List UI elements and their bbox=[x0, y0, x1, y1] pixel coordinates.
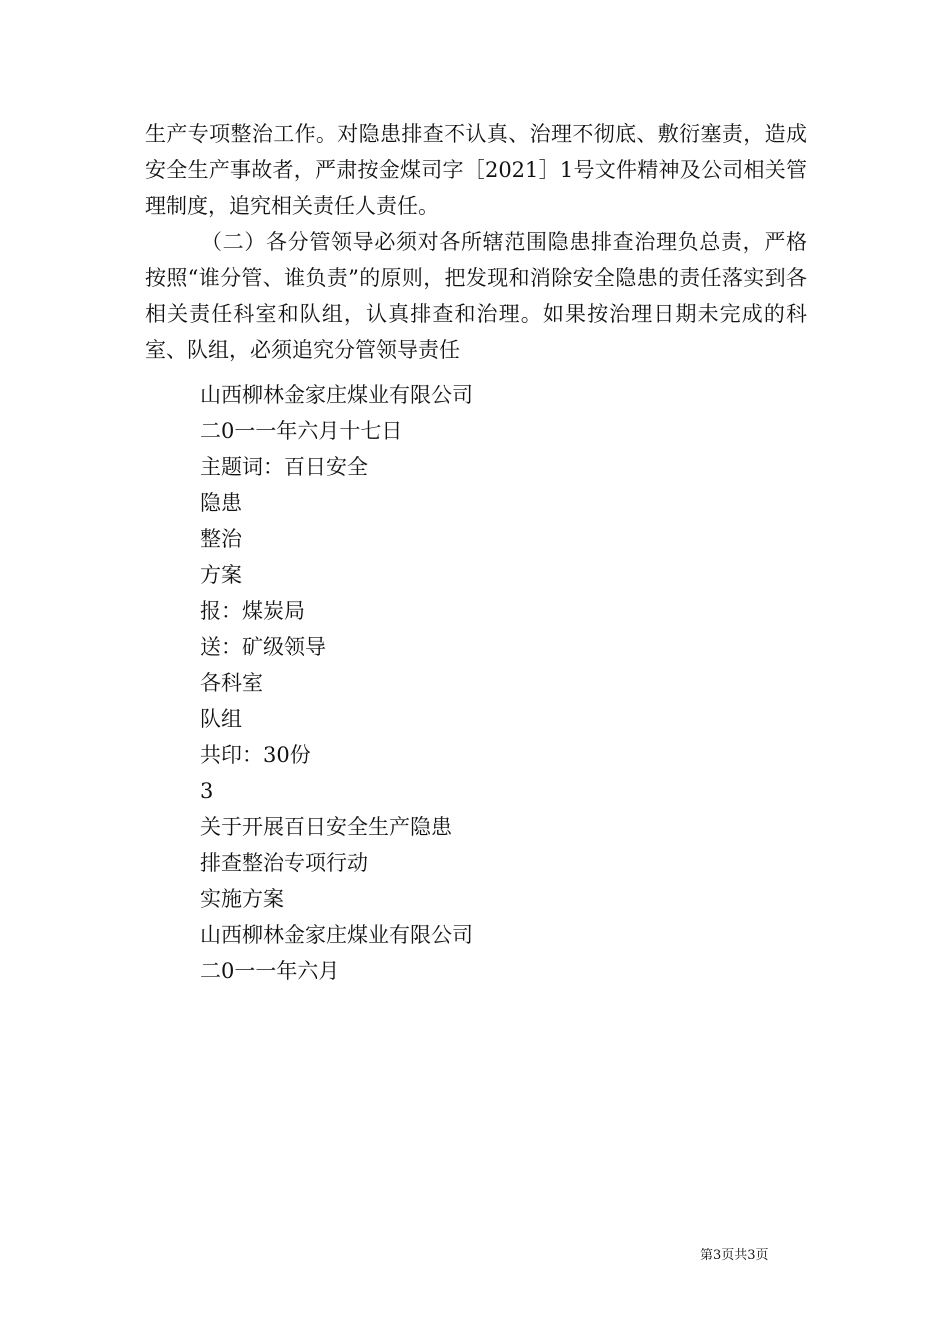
title-line: 实施方案 bbox=[200, 887, 284, 911]
title-line: 关于开展百日安全生产隐患 bbox=[200, 815, 452, 839]
number-line: 3 bbox=[200, 779, 214, 803]
title-line: 排查整治专项行动 bbox=[200, 851, 368, 875]
company-name-line: 山西柳林金家庄煤业有限公司 bbox=[200, 383, 473, 407]
keyword-line: 方案 bbox=[200, 563, 242, 587]
date-line: 二0一一年六月 bbox=[200, 959, 340, 983]
report-to-line: 报：煤炭局 bbox=[200, 599, 305, 623]
recipient-line: 队组 bbox=[200, 707, 242, 731]
send-to-line: 送：矿级领导 bbox=[200, 635, 326, 659]
company-name-line: 山西柳林金家庄煤业有限公司 bbox=[200, 923, 473, 947]
document-body bbox=[145, 116, 807, 368]
subject-keywords-line: 主题词：百日安全 bbox=[200, 455, 368, 479]
keyword-line: 隐患 bbox=[200, 491, 242, 515]
page-number-footer: 第3页共3页 bbox=[700, 1248, 769, 1263]
print-count-line: 共印：30份 bbox=[200, 743, 311, 767]
recipient-line: 各科室 bbox=[200, 671, 263, 695]
document-closing-lines bbox=[200, 377, 800, 989]
keyword-line: 整治 bbox=[200, 527, 242, 551]
paragraph-continuation: 生产专项整治工作。对隐患排查不认真、治理不彻底、敷衍塞责，造成安全生产事故者，严肃按金煤司字［2021］1号文件精神及公司相关管理制度，追究相关责任人责任。 bbox=[145, 122, 807, 218]
date-line: 二0一一年六月十七日 bbox=[200, 419, 403, 443]
paragraph-section-two: （二）各分管领导必须对各所辖范围隐患排查治理负总责，严格按照“谁分管、谁负责”的原则，把发现和消除安全隐患的责任落实到各相关责任科室和队组，认真排查和治理。如果按治理日期未完成的科室、队组，必须追究分管领导责任 bbox=[145, 230, 807, 362]
